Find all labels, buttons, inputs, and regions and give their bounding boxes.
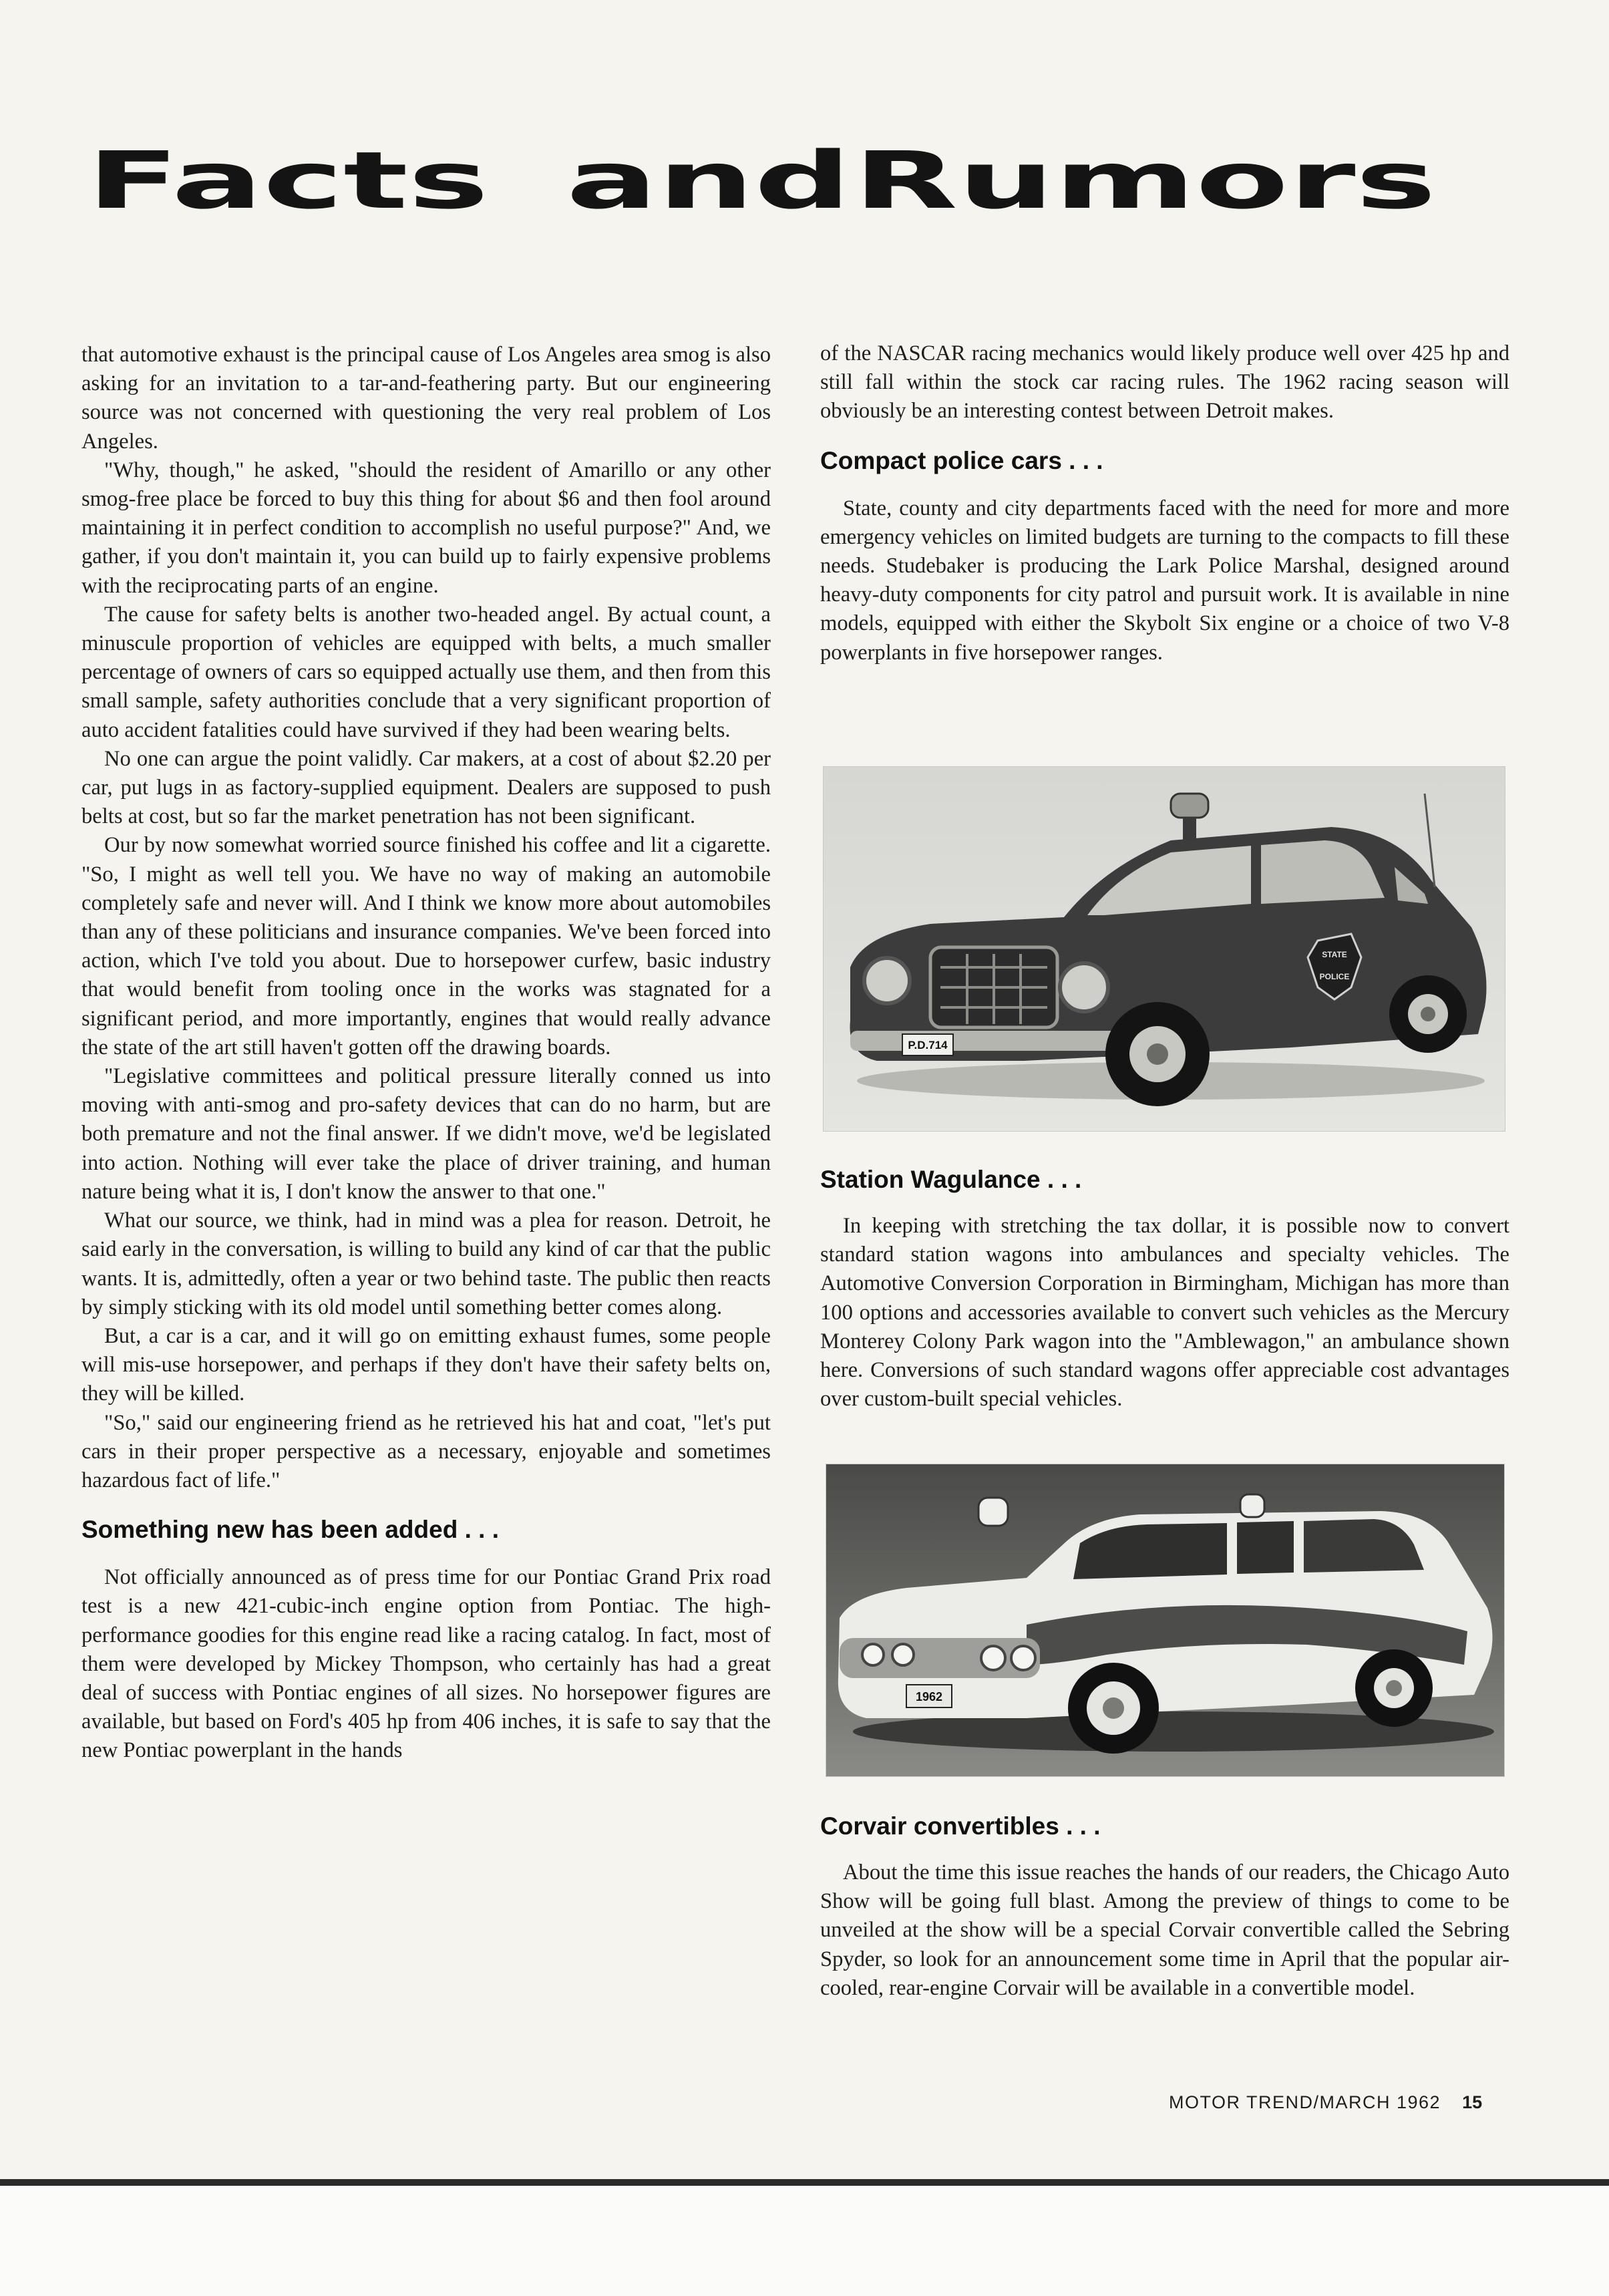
ambulance-wagon-photo — [826, 1464, 1505, 1777]
page-title — [87, 124, 1436, 237]
page-bottom-edge — [0, 2179, 1609, 2186]
nascar-continuation: of the NASCAR racing mechanics would likely produce well over 425 hp and still fall within the stock car racing rules. The 1962 racing season will obviously be an interesting contest between Detroit makes. — [820, 341, 1509, 424]
police-badge-text-police: POLICE — [1319, 972, 1350, 981]
page-footer — [1169, 2088, 1516, 2117]
wagon-plate-text: 1962 — [915, 1690, 943, 1703]
body-paragraph: "So," said our engineering friend as he retrieved his hat and coat, "let's put cars in their proper perspective as a necessary, enjoyable and sometimes hazardous fact of life." — [81, 1410, 771, 1492]
pontiac-paragraph: Not officially announced as of press time for our Pontiac Grand Prix road test is a new 421-cubic-inch engine option from Pontiac. The high-performance goodies for this engine read like a racing catalog. In fact, most of them were developed by Mickey Thompson, who certainly has had a great deal of success with Pontiac engines of all sizes. No horsepower figures are available, but based on Ford's 405 hp from 406 inches, it is safe to say that the new Pontiac powerplant in the hands — [81, 1565, 771, 1763]
left-column — [81, 341, 771, 1766]
heading-station-wagulance: Station Wagulance . . . — [820, 1166, 1082, 1193]
page-number: 15 — [1462, 2092, 1483, 2112]
body-paragraph: What our source, we think, had in mind was a plea for reason. Detroit, he said early in the conversation, is willing to build any kind of car that the public wants. It is, admittedly, often a year or two behind taste. The public then reacts by simply sticking with its old model until something better comes along. — [81, 1208, 771, 1319]
right-column-top — [820, 339, 1509, 667]
wagulance-paragraph: In keeping with stretching the tax dollar, it is possible now to convert standard station wagons into ambulances and specialty vehicles. The Automotive Conversion Corporation in Birmingham, Michigan has more than 100 options and accessories available to convert such vehicles as the Mercury Monterey Colony Park wagon into the "Amblewagon," an ambulance shown here. Conversions of such standard wagons offer appreciable cost advantages over custom-built special vehicles. — [820, 1214, 1509, 1412]
background-below-page — [0, 2186, 1609, 2296]
police-plate-text: P.D.714 — [908, 1039, 948, 1051]
heading-something-new: Something new has been added . . . — [81, 1516, 499, 1544]
title-word-rumors: Rumors — [853, 134, 1436, 226]
body-paragraph: But, a car is a car, and it will go on emitting exhaust fumes, some people will mis-use horsepower, and perhaps if they don't have their safety belts on, they will be killed. — [81, 1323, 771, 1406]
heading-compact-police-cars: Compact police cars . . . — [820, 446, 1103, 474]
body-paragraph: No one can argue the point validly. Car makers, at a cost of about $2.20 per car, put lugs in as factory-supplied equipment. Dealers are supposed to push belts at cost, but so far the market penetration has not been significant. — [81, 746, 771, 829]
body-paragraph: "Why, though," he asked, "should the resident of Amarillo or any other smog-free place be forced to buy this thing for about $6 and then fool around maintaining it in perfect condition to accomplish no useful purpose?" And, we gather, if you don't maintain it, you can build up to fairly expensive problems with the reciprocating parts of an engine. — [81, 458, 771, 598]
footer-magazine-issue: MOTOR TREND/MARCH 1962 — [1169, 2092, 1441, 2112]
police-badge-text-state: STATE — [1322, 950, 1347, 959]
police-car-photo — [823, 766, 1505, 1132]
heading-corvair-convertibles: Corvair convertibles . . . — [820, 1812, 1101, 1840]
body-paragraph: Our by now somewhat worried source finished his coffee and lit a cigarette. "So, I might as well tell you. We have no way of making an automobile completely safe and never will. And I think we know more about automobiles than any of these politicians and insurance companies. We've been forced into action, which I've told you about. Due to horsepower curfew, basic industry that would benefit from tooling once in the works was stagnated for a significant period, and more importantly, engines that would really advance the state of the art still haven't gotten off the drawing boards. — [81, 833, 771, 1059]
title-word-facts: Facts — [87, 134, 489, 226]
police-car-illustration — [824, 767, 1505, 1131]
title-word-and: and — [566, 134, 852, 226]
corvair-paragraph: About the time this issue reaches the hands of our readers, the Chicago Auto Show will be going full blast. Among the preview of things to come to be unveiled at the show will be a special Corvair convertible called the Sebring Spyder, so look for an announcement some time in April that the popular air-cooled, rear-engine Corvair will be available in a convertible model. — [820, 1860, 1509, 2000]
body-paragraph: "Legislative committees and political pressure literally conned us into moving with anti-smog and pro-safety devices that can do no harm, but are both premature and not the final answer. If we didn't move, we'd be legislated into action. Nothing will ever take the place of driver training, and human nature being what it is, I don't know the answer to that one." — [81, 1064, 771, 1204]
police-paragraph: State, county and city departments faced with the need for more and more emergency vehicles on limited budgets are turning to the compacts to fill these needs. Studebaker is producing the Lark Police Marshal, designed around heavy-duty components for city patrol and pursuit work. It is available in nine models, equipped with either the Skybolt Six engine or a choice of two V-8 powerplants in five horsepower ranges. — [820, 496, 1509, 665]
body-paragraph: The cause for safety belts is another two-headed angel. By actual count, a minuscule proportion of vehicles are equipped with belts, a much smaller percentage of owners of cars so equipped actually use them, and then from this small sample, safety authorities conclude that a very significant proportion of auto accident fatalities could have survived if they had been wearing belts. — [81, 602, 771, 742]
ambulance-wagon-illustration — [826, 1464, 1504, 1776]
body-paragraph: that automotive exhaust is the principal cause of Los Angeles area smog is also asking for an invitation to a tar-and-feathering party. But our engineering source was not concerned with questioning the very real problem of Los Angeles. — [81, 343, 771, 454]
